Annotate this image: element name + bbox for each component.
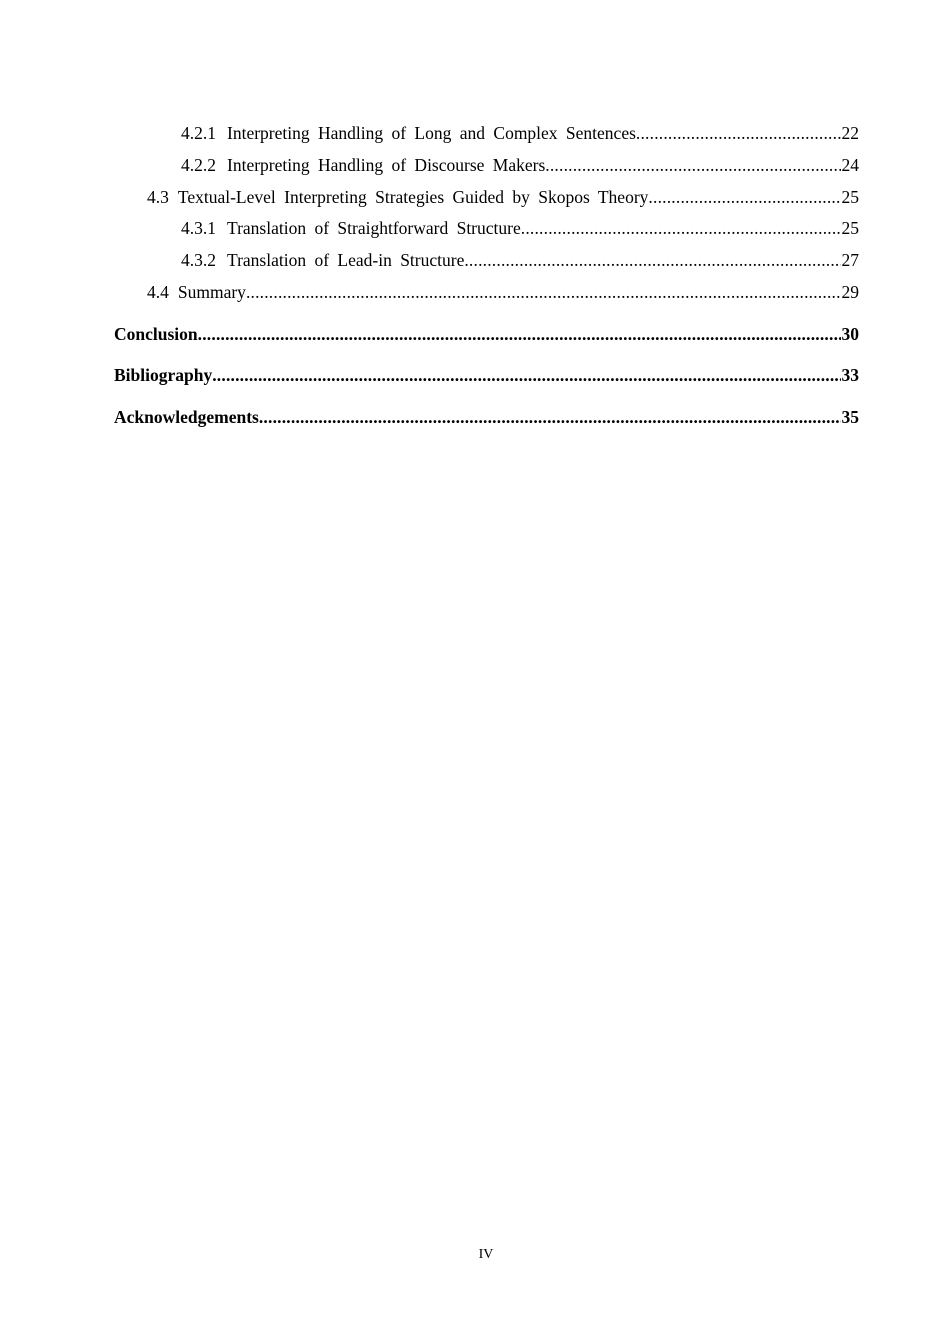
dot-leader [464, 249, 840, 271]
dot-leader [259, 406, 841, 428]
toc-entry-4-2-1[interactable] [181, 122, 859, 144]
toc-entry-title: Interpreting Handling of Long and Complex Sentences [227, 123, 636, 143]
toc-entry-conclusion[interactable] [114, 323, 859, 345]
toc-entry-number: 4.4 [147, 282, 169, 302]
toc-entry-number: 4.2.1 [181, 123, 216, 143]
toc-entry-number: 4.2.2 [181, 155, 216, 175]
toc-entry-number: 4.3.2 [181, 250, 216, 270]
toc-entry-number: 4.3.1 [181, 218, 216, 238]
toc-entry-title: Translation of Straightforward Structure [227, 218, 521, 238]
toc-entry-4-3-2[interactable] [181, 249, 859, 271]
toc-entry-page: 25 [841, 218, 859, 238]
dot-leader [648, 186, 840, 208]
dot-leader [636, 122, 841, 144]
toc-entry-page: 35 [841, 407, 859, 427]
toc-entry-bibliography[interactable] [114, 364, 859, 386]
toc-entry-title: Acknowledgements [114, 407, 259, 427]
toc-entry-4-3[interactable] [147, 186, 859, 208]
dot-leader [521, 217, 841, 239]
toc-entry-number: 4.3 [147, 187, 169, 207]
dot-leader [198, 323, 841, 345]
toc-entry-acknowledgements[interactable] [114, 406, 859, 428]
toc-entry-page: 22 [841, 123, 859, 143]
dot-leader [212, 364, 840, 386]
toc-entry-page: 24 [841, 155, 859, 175]
toc-entry-title: Summary [177, 282, 246, 302]
toc-entry-title: Interpreting Handling of Discourse Makers [227, 155, 546, 175]
toc-entry-4-4[interactable] [147, 281, 859, 303]
page-number: IV [478, 1247, 494, 1262]
toc-entry-title: Textual-Level Interpreting Strategies Guided by Skopos Theory [177, 187, 649, 207]
toc-entry-page: 27 [841, 250, 859, 270]
dot-leader [246, 281, 841, 303]
toc-entry-page: 29 [841, 282, 859, 302]
toc-entry-title: Bibliography [114, 365, 213, 385]
toc-entry-title: Translation of Lead-in Structure [227, 250, 465, 270]
toc-entry-page: 33 [841, 365, 859, 385]
toc-entry-title: Conclusion [114, 324, 198, 344]
toc-entry-4-3-1[interactable] [181, 217, 859, 239]
toc-entry-page: 30 [841, 324, 859, 344]
toc-entry-4-2-2[interactable] [181, 154, 859, 176]
toc-entry-page: 25 [841, 187, 859, 207]
dot-leader [545, 154, 840, 176]
